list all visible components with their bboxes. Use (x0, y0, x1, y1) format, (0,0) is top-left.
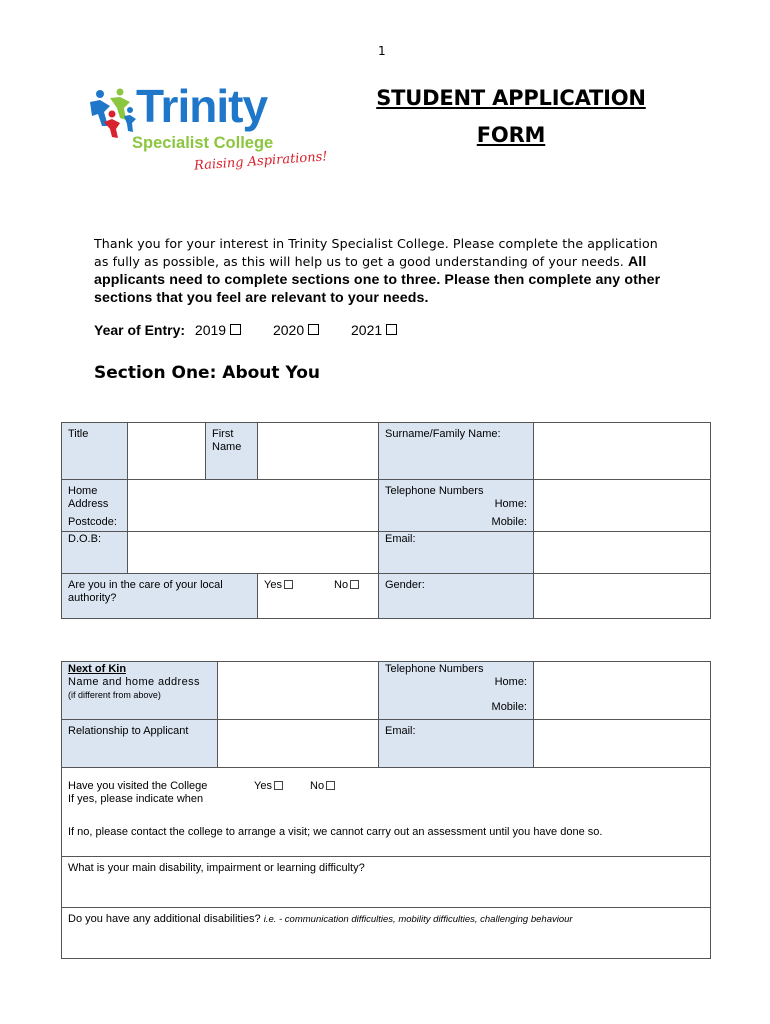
checkbox-icon (350, 580, 359, 589)
logo-name: Trinity (136, 80, 268, 132)
next-of-kin-table (61, 661, 711, 959)
dob-label: D.O.B: (62, 532, 128, 574)
care-no-option[interactable]: No (334, 579, 359, 592)
year-option-2020[interactable]: 2020 (273, 322, 319, 338)
email-field[interactable] (534, 532, 711, 574)
first-name-label: First Name (206, 423, 258, 480)
main-disability-label: What is your main disability, impairment or learning difficulty? (68, 862, 365, 874)
dob-field[interactable] (128, 532, 379, 574)
care-question-label: Are you in the care of your local authority? (62, 574, 258, 619)
checkbox-icon (326, 781, 335, 790)
page-number: 1 (378, 44, 386, 58)
visited-yes-option[interactable]: Yes (254, 780, 283, 793)
about-you-table (61, 422, 711, 619)
relationship-label: Relationship to Applicant (62, 720, 218, 768)
year-of-entry (94, 322, 425, 338)
main-disability-field[interactable] (62, 857, 711, 908)
visited-college-row (62, 768, 711, 857)
kin-email-field[interactable] (534, 720, 711, 768)
intro-bold-text: All applicants need to complete sections one to three. Please then complete any other sections that you feel are relevant to your needs. (94, 254, 661, 306)
care-yes-no (258, 574, 379, 619)
care-yes-option[interactable]: Yes (264, 579, 293, 592)
checkbox-icon (230, 324, 241, 335)
postcode-label: Postcode: (68, 516, 117, 528)
intro-normal-text: Thank you for your interest in Trinity Specialist College. Please complete the application as fully as possible, as this will help us to get a good understanding of your needs. (94, 236, 658, 269)
year-of-entry-label: Year of Entry: (94, 322, 186, 338)
first-name-field[interactable] (258, 423, 379, 480)
home-address-field[interactable] (128, 480, 379, 532)
home-address-label: Home Address Postcode: (62, 480, 128, 532)
checkbox-icon (284, 580, 293, 589)
checkbox-icon (386, 324, 397, 335)
kin-address-field[interactable] (218, 662, 379, 720)
kin-telephone-label: Telephone Numbers Home: Mobile: (379, 662, 534, 720)
checkbox-icon (308, 324, 319, 335)
kin-email-label: Email: (379, 720, 534, 768)
logo-tagline: Raising Aspirations! (193, 149, 328, 174)
surname-field[interactable] (534, 423, 711, 480)
form-title-line2: FORM (476, 123, 546, 147)
email-label: Email: (379, 532, 534, 574)
section-one-title: Section One: About You (94, 363, 320, 383)
telephone-field[interactable] (534, 480, 711, 532)
additional-disabilities-label: Do you have any additional disabilities? (68, 913, 264, 925)
year-option-2019[interactable]: 2019 (195, 322, 241, 338)
year-option-2021[interactable]: 2021 (351, 322, 397, 338)
people-figures-icon (90, 89, 136, 139)
gender-label: Gender: (379, 574, 534, 619)
intro-paragraph (94, 235, 674, 307)
no-visit-note: If no, please contact the college to arrange a visit; we cannot carry out an assessment until you have done so. (68, 826, 603, 838)
checkbox-icon (274, 781, 283, 790)
visited-no-option[interactable]: No (310, 780, 335, 793)
additional-disabilities-field[interactable] (62, 908, 711, 959)
visited-question: Have you visited the College If yes, please indicate when (68, 780, 208, 805)
relationship-field[interactable] (218, 720, 379, 768)
logo-subtitle: Specialist College (132, 134, 274, 152)
additional-disabilities-examples: i.e. - communication difficulties, mobility difficulties, challenging behaviour (263, 914, 573, 925)
title-label: Title (62, 423, 128, 480)
next-of-kin-label: Next of Kin Name and home address (if different from above) (62, 662, 218, 720)
surname-label: Surname/Family Name: (379, 423, 534, 480)
home-phone-label: Home: (494, 498, 527, 510)
mobile-phone-label: Mobile: (491, 516, 527, 528)
title-field[interactable] (128, 423, 206, 480)
gender-field[interactable] (534, 574, 711, 619)
trinity-logo (86, 80, 328, 178)
telephone-label: Telephone Numbers Home: Mobile: (379, 480, 534, 532)
form-title (356, 80, 666, 154)
kin-telephone-field[interactable] (534, 662, 711, 720)
form-title-line1: STUDENT APPLICATION (376, 86, 646, 110)
